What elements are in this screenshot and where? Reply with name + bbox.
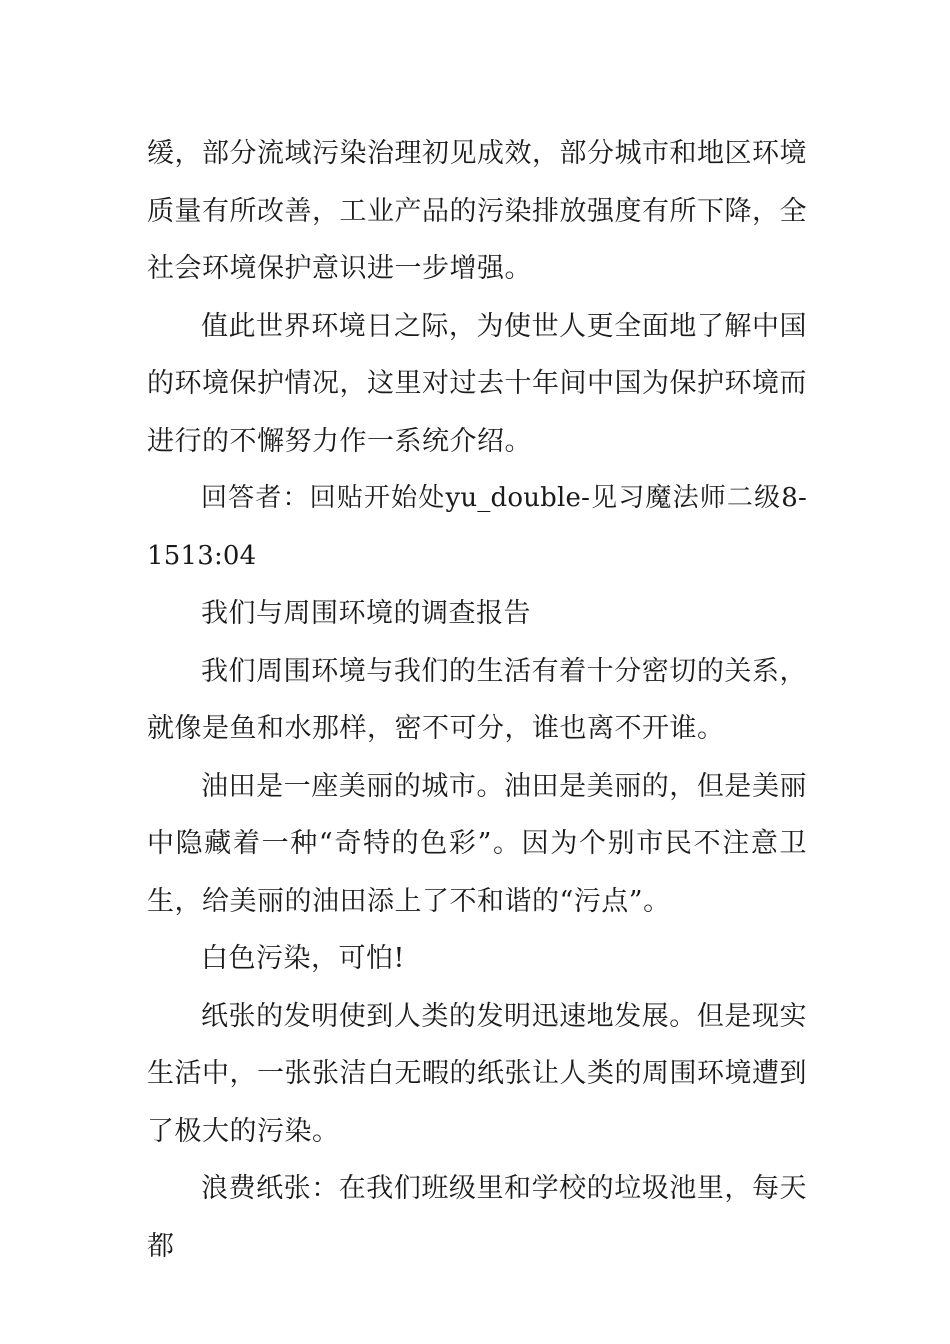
document-body bbox=[147, 125, 807, 1275]
answerer-line: 回答者：回贴开始处yu_double-见习魔法师二级8-1513:04 bbox=[147, 483, 807, 571]
paragraph-environment-day: 值此世界环境日之际，为使世人更全面地了解中国的环境保护情况，这里对过去十年间中国为保护环境而进行的不懈努力作一系统介绍。 bbox=[147, 310, 807, 457]
paragraph-paper-invention: 纸张的发明使到人类的发明迅速地发展。但是现实生活中，一张张洁白无暇的纸张让人类的周围环境遭到了极大的污染。 bbox=[147, 1000, 807, 1147]
paragraph-oilfield-city: 油田是一座美丽的城市。油田是美丽的，但是美丽中隐藏着一种“奇特的色彩”。因为个别市民不注意卫生，给美丽的油田添上了不和谐的“污点”。 bbox=[147, 770, 807, 917]
report-title: 我们与周围环境的调查报告 bbox=[201, 598, 531, 629]
section-heading-white-pollution: 白色污染，可怕! bbox=[201, 943, 405, 974]
paragraph-wasting-paper: 浪费纸张：在我们班级里和学校的垃圾池里，每天都 bbox=[147, 1173, 807, 1262]
paragraph-environment-relation: 我们周围环境与我们的生活有着十分密切的关系，就像是鱼和水那样，密不可分，谁也离不开谁。 bbox=[147, 655, 807, 744]
paragraph-continuation: 缓，部分流域污染治理初见成效，部分城市和地区环境质量有所改善，工业产品的污染排放强度有所下降，全社会环境保护意识进一步增强。 bbox=[147, 138, 807, 284]
